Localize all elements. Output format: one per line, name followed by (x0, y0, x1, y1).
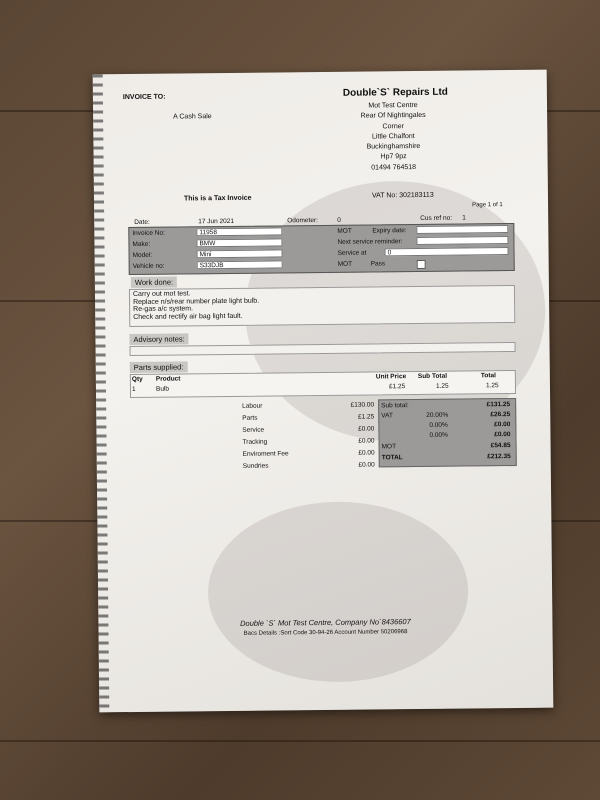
row-product: Bulb (155, 385, 170, 393)
mot-label: MOT (337, 227, 352, 235)
work-line: Check and rectify air bag light fault. (133, 312, 243, 321)
address-line: Little Chalfont (371, 132, 415, 141)
footer-bank: Bacs Details :Sort Code 30-94-26 Account Number 50206968 (243, 629, 408, 637)
col-product: Product (155, 375, 181, 383)
col-total: Total (480, 372, 496, 380)
row-qty: 1 (131, 385, 136, 394)
work-line: Carry out mot test. (132, 290, 191, 298)
address-line: 01494 764518 (371, 163, 417, 172)
parts-table (130, 370, 516, 398)
summary-label: Service (242, 426, 265, 434)
total-value: £54.85 (490, 442, 511, 450)
vat-number: VAT No: 302183113 (371, 191, 434, 200)
company-name: Double`S` Repairs Ltd (342, 86, 448, 99)
total-value: £212.35 (487, 453, 511, 461)
col-qty: Qty (131, 375, 143, 384)
total-rate: 20.00% (426, 411, 449, 419)
total-value: £0.00 (494, 421, 511, 429)
date-label: Date: (134, 218, 150, 226)
customer-name: A Cash Sale (173, 113, 212, 121)
row-unit-price: £1.25 (388, 383, 406, 391)
summary-value: £0.00 (358, 449, 375, 457)
odometer-label: Odometer: (287, 217, 318, 225)
summary-label: Labour (242, 402, 263, 410)
reg-label: Vehicle no: (132, 262, 165, 270)
model-label: Model: (132, 251, 153, 259)
cus-ref-label: Cus ref no: (420, 214, 453, 222)
next-service-label: Next service reminder: (337, 238, 403, 246)
col-unit-price: Unit Price (375, 373, 407, 381)
address-line: Mot Test Centre (368, 101, 418, 110)
total-value: £0.00 (494, 431, 511, 439)
summary-value: £1.25 (357, 413, 375, 421)
total-label: TOTAL (381, 454, 403, 462)
make-field: BMW (196, 238, 282, 247)
work-line: Replace n/s/rear number plate light bulb. (133, 297, 260, 306)
next-service-field (416, 236, 508, 245)
total-rate: 0.00% (429, 421, 448, 429)
pass-checkbox (417, 260, 426, 269)
service-at-field: 0 (385, 247, 509, 256)
summary-value: £0.00 (358, 437, 375, 445)
summary-label: Sundries (242, 462, 269, 470)
work-done-heading: Work done: (131, 277, 177, 288)
summary-label: Enviroment Fee (242, 450, 289, 458)
address-line: Corner (382, 122, 404, 130)
binding-marks (93, 74, 110, 712)
address-line: Rear Of Nightingales (360, 112, 426, 120)
row-total: 1.25 (485, 382, 499, 390)
total-value: £131.25 (486, 401, 511, 409)
mot-pass-label: MOT (337, 260, 353, 268)
invoice-no-label: Invoice No: (132, 229, 165, 237)
total-label: VAT (381, 412, 393, 420)
date-value: 17 Jun 2021 (198, 217, 235, 226)
summary-label: Tracking (242, 438, 268, 446)
invoice-no-field: 11958 (196, 227, 282, 236)
company-address (343, 101, 444, 174)
address-line: Hp7 9pz (380, 153, 407, 161)
summary-value: £0.00 (358, 461, 375, 469)
page-number: Page 1 of 1 (472, 202, 503, 209)
row-sub-total: 1.25 (435, 382, 449, 390)
invoice-document (93, 70, 554, 713)
parts-heading: Parts supplied: (130, 361, 188, 373)
cus-ref-value: 1 (462, 214, 466, 222)
model-field: Mini (197, 249, 283, 258)
tax-invoice-title: This is a Tax Invoice (183, 194, 252, 203)
total-label: MOT (381, 443, 397, 451)
odometer-value: 0 (337, 216, 341, 224)
invoice-to-label: INVOICE TO: (122, 93, 166, 102)
total-label: Sub total: (381, 402, 409, 410)
expiry-label: Expiry date: (372, 227, 407, 235)
work-done-lines (133, 290, 259, 322)
make-label: Make: (132, 240, 151, 248)
address-line: Buckinghamshire (366, 143, 421, 151)
pass-label: Pass (370, 260, 386, 268)
col-sub-total: Sub Total (417, 372, 448, 381)
table-grain (0, 740, 600, 742)
summary-value: £130.00 (350, 401, 375, 409)
shadow (207, 500, 469, 683)
total-rate: 0.00% (429, 431, 448, 439)
service-at-label: Service at (337, 249, 367, 257)
work-line: Re-gas a/c system. (133, 305, 194, 314)
summary-label: Parts (242, 414, 258, 422)
total-value: £26.25 (490, 411, 511, 419)
expiry-field (416, 225, 508, 234)
reg-field: S33DJB (197, 260, 283, 269)
advisory-heading: Advisory notes: (129, 333, 188, 345)
footer-company: Double `S` Mot Test Centre, Company No`8436607 (240, 617, 411, 628)
summary-value: £0.00 (358, 425, 375, 433)
